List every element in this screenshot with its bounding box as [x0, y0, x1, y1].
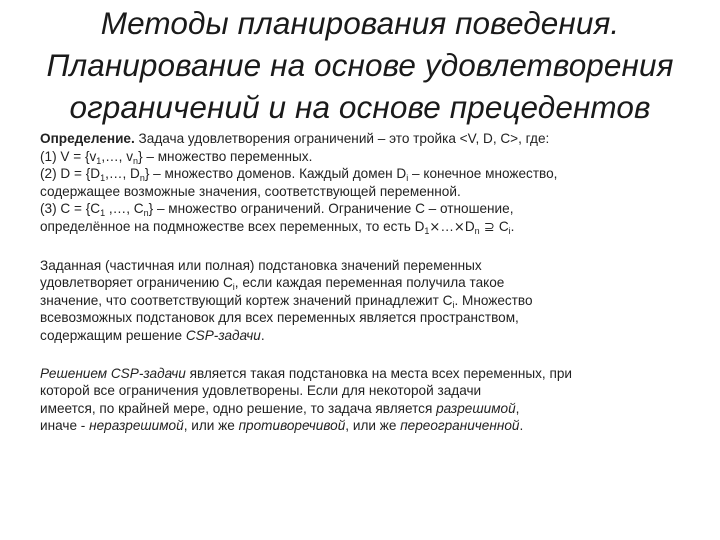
definition-label: Определение.	[40, 131, 135, 146]
constraints-item: (3) $C = \{C_1$ ,…, $C_n$} – множество ограничений. Ограничение C – отношение, определённое на подмножестве всех переменных, то есть $D_1\times\dots\times D_n$ ⊇ $C_i$.	[40, 201, 515, 236]
slide-title	[20, 2, 700, 128]
variables-item: (1) $V = \{v_1,\dots$, $v_n$} – множество переменных.	[40, 148, 313, 166]
domains-item: (2) $D = \{D_1,\dots$, $D_n$} – множество доменов. Каждый домен $D_i$ – конечное множество, содержащее возможные значения, соответствующей переменной.	[40, 166, 558, 199]
title-line-3: ограничений и на основе прецедентов	[69, 89, 651, 125]
title-line-2: Планирование на основе удовлетворения	[46, 47, 674, 83]
definition-paragraph	[40, 130, 710, 148]
title-line-1: Методы планирования поведения.	[100, 5, 620, 41]
superset-symbol: ⊇	[479, 219, 499, 235]
substitution-paragraph: Заданная (частичная или полная) подстановка значений переменных удовлетворяет ограничению $C_i$, если каждая переменная получила такое значение, что соответствующий кортеж значений принадлежит $C_i$. Множество всевозможных подстановок для всех переменных является пространством, содержащим решение CSP-задачи.	[40, 257, 533, 343]
times-symbol: ×	[453, 219, 465, 235]
slide-body	[40, 130, 710, 435]
definition-text: Задача удовлетворения ограничений – это тройка <V, D, C>, где:	[134, 131, 550, 146]
times-symbol: ×	[429, 219, 441, 235]
solution-paragraph: Решением CSP-задачи является такая подстановка на места всех переменных, при которой все ограничения удовлетворены. Если для некоторой задачи имеется, по крайней мере, одно решение, то задача является разрешимой, иначе - неразрешимой, или же противоречивой, или же переограниченной.	[40, 365, 572, 434]
